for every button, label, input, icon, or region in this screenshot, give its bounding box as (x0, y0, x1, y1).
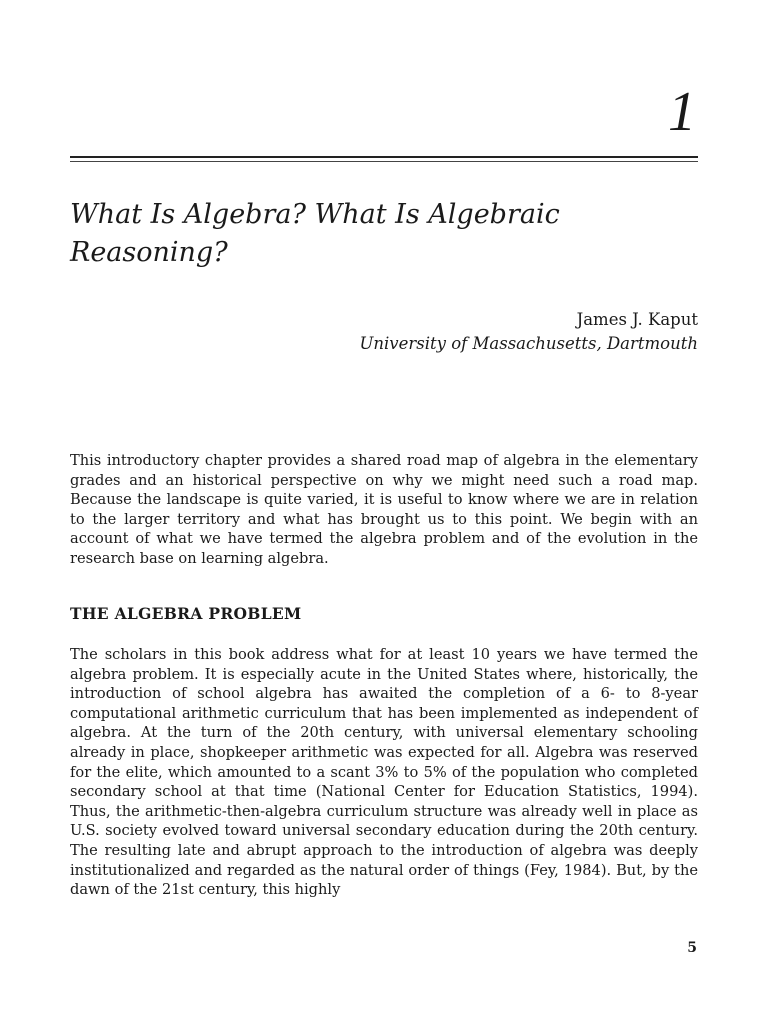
page-number: 5 (687, 940, 697, 956)
author-name: James J. Kaput (576, 310, 698, 329)
chapter-title: What Is Algebra? What Is Algebraic Reasoning? (70, 199, 560, 268)
chapter-number: 1 (668, 81, 696, 143)
chapter-rule-secondary (70, 161, 698, 162)
section-heading: THE ALGEBRA PROBLEM (70, 604, 302, 623)
section-paragraph: The scholars in this book address what for at least 10 years we have termed the algebra problem. It is especially acute in the United States where, historically, the introduction of school algebra has awaited the completion of a 6- to 8-year computational arithmetic curriculum that has been implemented as independent of algebra. At the turn of the 20th century, with universal elementary schooling already in place, shopkeeper arithmetic was expected for all. Algebra was reserved for the elite, which amounted to a scant 3% to 5% of the population who completed secondary school at that time (National Center for Education Statistics, 1994). Thus, the arithmetic-then-algebra curriculum structure was already well in place as U.S. society evolved toward universal secondary education during the 20th century. The resulting late and abrupt approach to the introduction of algebra was deeply institutionalized and regarded as the natural order of things (Fey, 1984). But, by the dawn of the 21st century, this highly (70, 646, 698, 899)
author-affiliation: University of Massachusetts, Dartmouth (359, 334, 698, 353)
intro-paragraph: This introductory chapter provides a shared road map of algebra in the elementary grades and an historical perspective on why we might need such a road map. Because the landscape is quite varied, it is useful to know where we are in relation to the larger territory and what has brought us to this point. We begin with an account of what we have termed the algebra problem and of the evolution in the research base on learning algebra. (70, 452, 698, 567)
chapter-rule (70, 156, 698, 158)
author-block (359, 308, 698, 356)
